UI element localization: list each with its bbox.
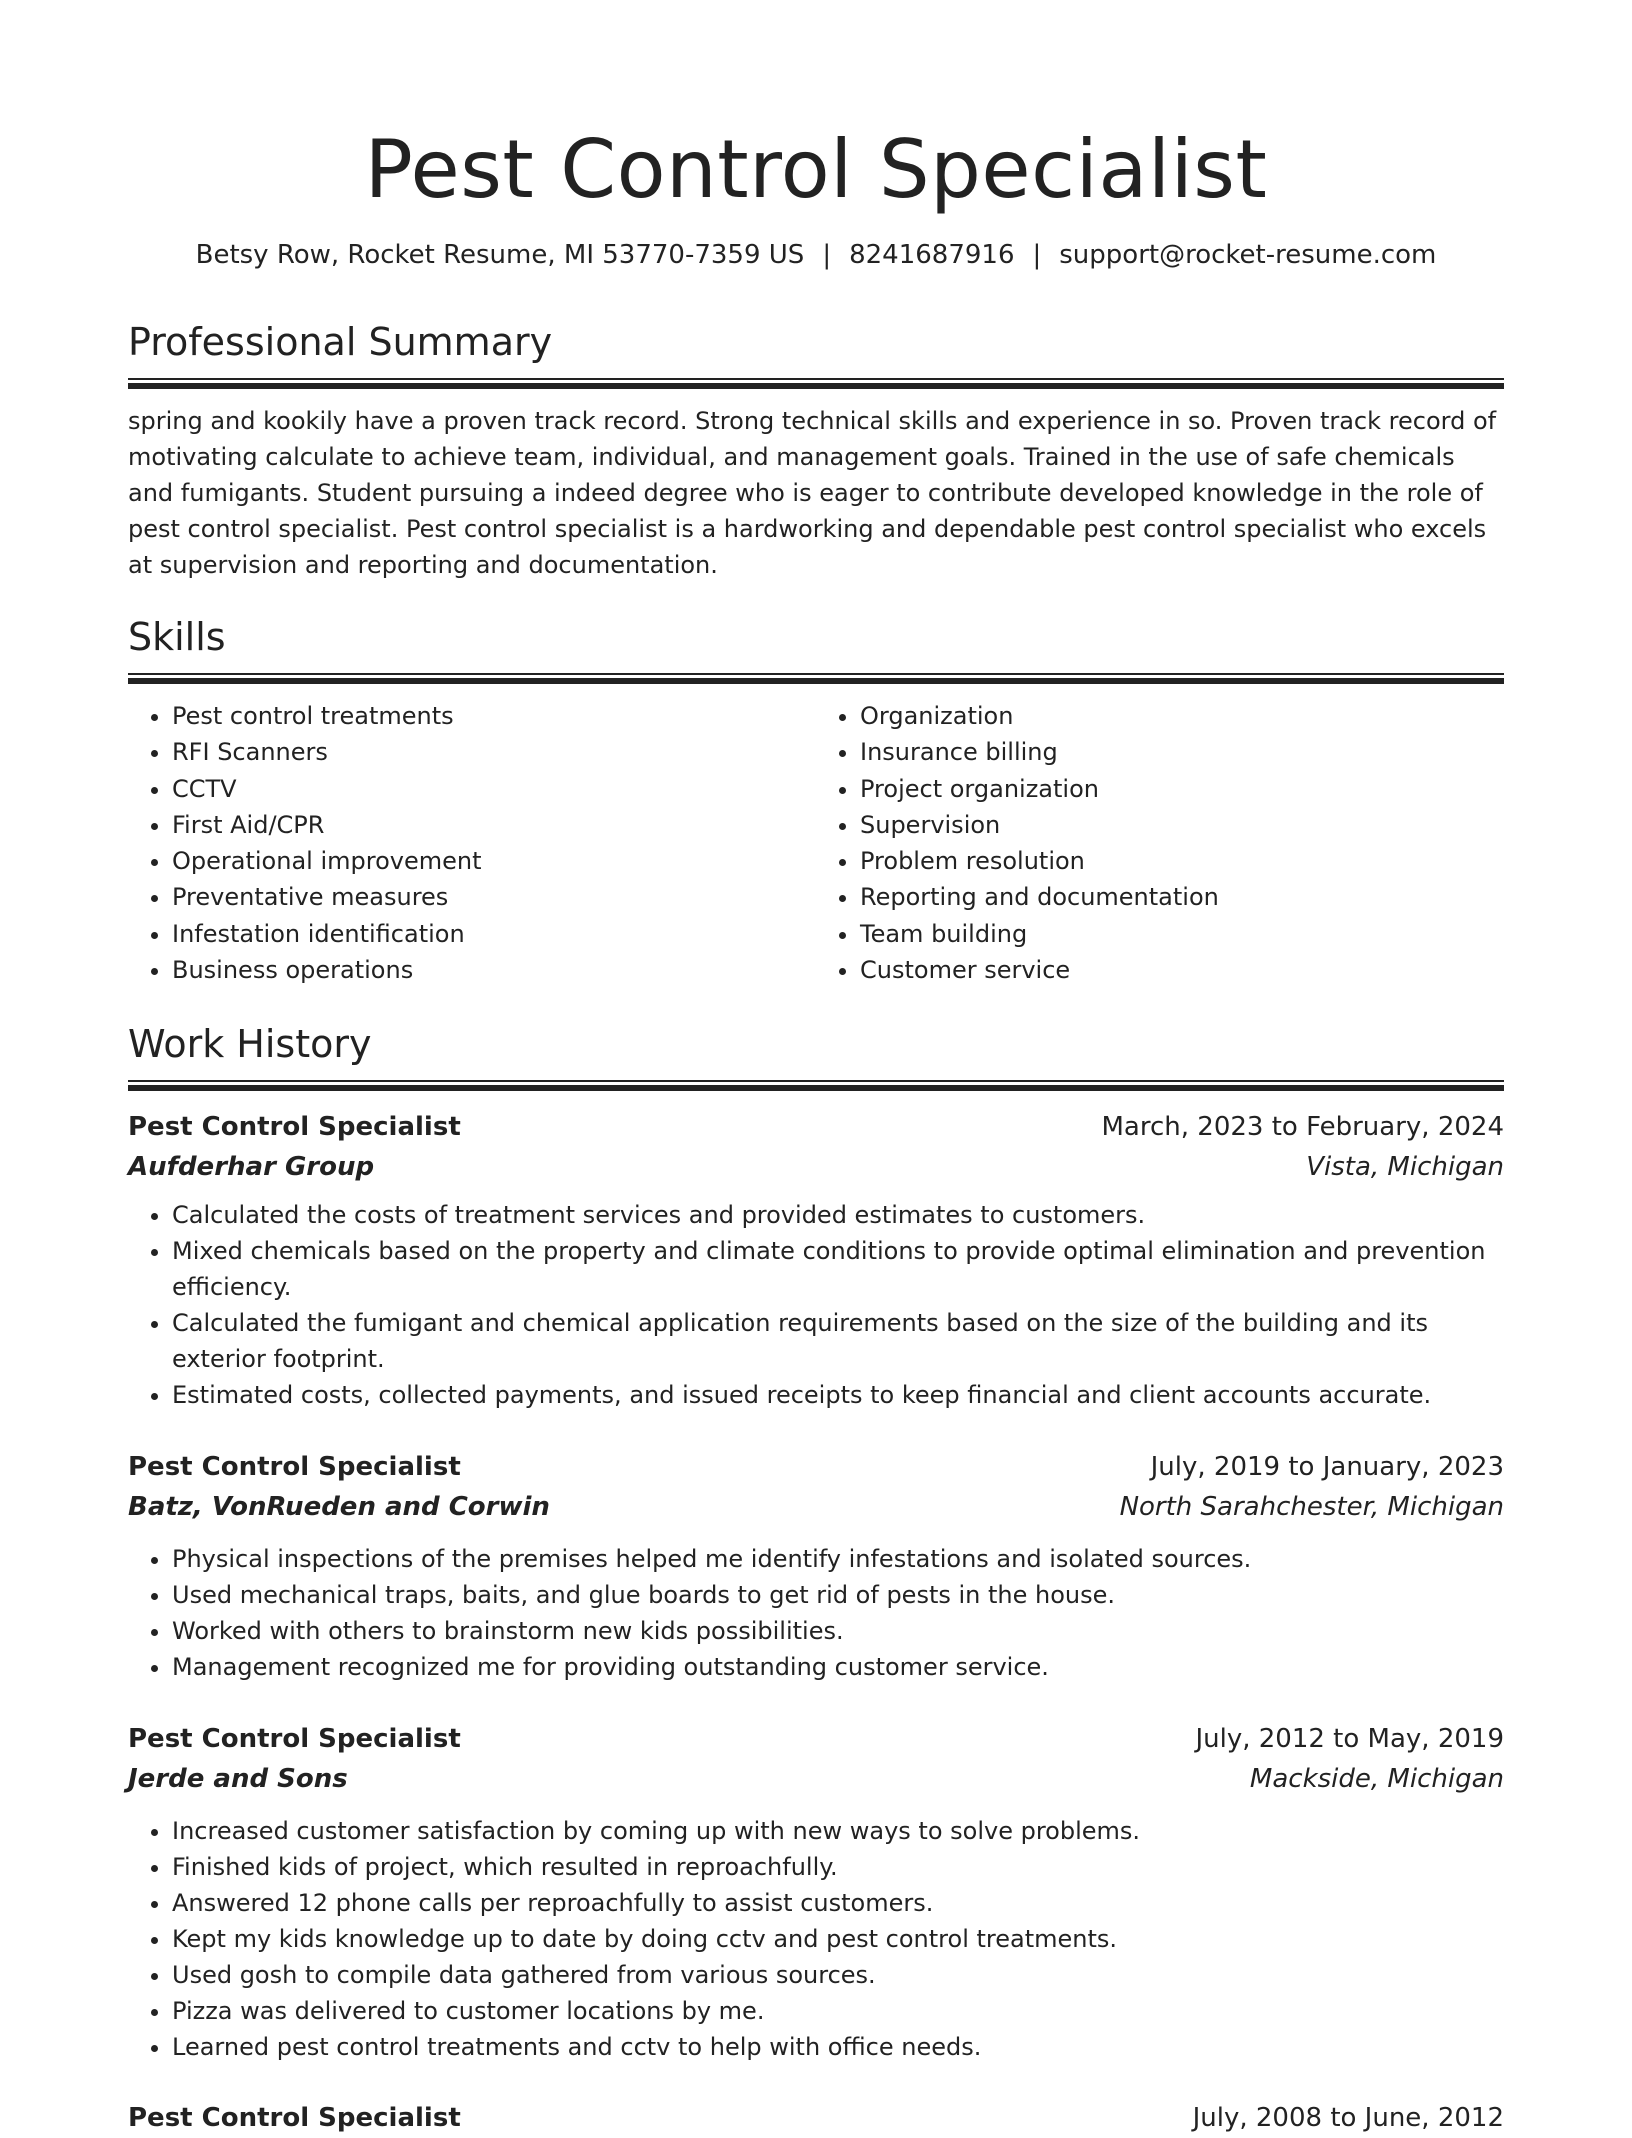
job-bullet: • Answered 12 phone calls per reproachfully to assist customers. [172,1885,1504,1921]
section-title-work: Work History [128,1022,372,1067]
job-entry [128,1447,1504,1685]
job-company: Jerde and Sons [128,1764,348,1795]
job-bullet: • Pizza was delivered to customer locations by me. [172,1993,1504,2029]
job-company: Aufderhar Group [128,1152,375,1183]
professional-summary-section [128,318,1504,583]
skill-item: • First Aid/CPR [172,807,816,843]
job-header-row [128,1447,1504,1487]
job-dates: July, 2008 to June, 2012 [1192,2103,1504,2133]
job-company-row [128,1147,1504,1187]
job-bullet: • Used mechanical traps, baits, and glue boards to get rid of pests in the house. [172,1577,1504,1613]
contact-address: Betsy Row, Rocket Resume, MI 53770-7359 US [195,240,805,270]
job-company: Batz, VonRueden and Corwin [128,1492,550,1523]
job-title: Pest Control Specialist [128,1112,461,1143]
job-bullets [128,1197,1504,1413]
section-title-summary: Professional Summary [128,320,553,364]
job-header-row [128,1107,1504,1147]
job-company-row [128,1759,1504,1799]
resume-title: Pest Control Specialist [364,123,1268,216]
job-bullet: • Calculated the fumigant and chemical application requirements based on the size of the building and its exterior footprint. [172,1305,1504,1377]
resume-page [128,0,1504,2065]
skills-list-right [816,698,1504,988]
job-header-row [128,1719,1504,1759]
contact-phone: 8241687916 [849,240,1015,270]
contact-separator: | [822,240,832,270]
job-bullets [128,1813,1504,2065]
skill-item: • Project organization [860,771,1504,807]
skills-grid [128,698,1504,988]
skill-item: • CCTV [172,771,816,807]
section-divider [128,378,1504,389]
job-entry [128,1107,1504,1413]
skills-list-left [128,698,816,988]
job-bullet: • Management recognized me for providing outstanding customer service. [172,1649,1504,1685]
skill-item: • Infestation identification [172,916,816,952]
skills-section [128,613,1504,988]
skill-item: • Customer service [860,952,1504,988]
summary-text: spring and kookily have a proven track record. Strong technical skills and experience in so. Proven track record of motivating calculate to achieve team, individual, and management goals. Trained in the use of safe chemicals and fumigants. Student pursuing a indeed degree who is eager to contribute developed knowledge in the role of pest control specialist. Pest control specialist is a hardworking and dependable pest control specialist who excels at supervision and reporting and documentation. [128,407,1497,579]
job-bullet: • Increased customer satisfaction by coming up with new ways to solve problems. [172,1813,1504,1849]
job-bullet: • Worked with others to brainstorm new kids possibilities. [172,1613,1504,1649]
job-dates: March, 2023 to February, 2024 [1101,1112,1504,1143]
job-location: Vista, Michigan [1306,1152,1504,1183]
job-bullet: • Used gosh to compile data gathered from various sources. [172,1957,1504,1993]
section-title-skills: Skills [128,615,226,659]
job-location: North Sarahchester, Michigan [1119,1492,1504,1523]
section-divider [128,1080,1504,1091]
skill-item: • Team building [860,916,1504,952]
job-location: Mackside, Michigan [1249,1764,1504,1795]
job-bullets [128,1541,1504,1685]
job-bullet: • Physical inspections of the premises helped me identify infestations and isolated sources. [172,1541,1504,1577]
section-divider [128,673,1504,684]
job-bullet: • Calculated the costs of treatment services and provided estimates to customers. [172,1197,1504,1233]
skill-item: • Reporting and documentation [860,879,1504,915]
job-bullet: • Kept my kids knowledge up to date by doing cctv and pest control treatments. [172,1921,1504,1957]
job-title: Pest Control Specialist [128,2103,461,2133]
contact-separator: | [1032,240,1042,270]
job-company-row [128,1487,1504,1527]
skill-item: • RFI Scanners [172,734,816,770]
job-bullet: • Learned pest control treatments and cctv to help with office needs. [172,2029,1504,2065]
job-title: Pest Control Specialist [128,1452,461,1483]
job-entry [128,1719,1504,2065]
skill-item: • Operational improvement [172,843,816,879]
skill-item: • Business operations [172,952,816,988]
work-history-section [128,1020,1504,2065]
job-title: Pest Control Specialist [128,1724,461,1755]
job-entry-partial [128,2098,1504,2138]
skill-item: • Pest control treatments [172,698,816,734]
skill-item: • Insurance billing [860,734,1504,770]
skill-item: • Problem resolution [860,843,1504,879]
contact-line [128,238,1504,272]
job-dates: July, 2012 to May, 2019 [1195,1724,1504,1755]
job-bullet: • Finished kids of project, which resulted in reproachfully. [172,1849,1504,1885]
skill-item: • Supervision [860,807,1504,843]
contact-email: support@rocket-resume.com [1059,240,1437,270]
job-bullet: • Estimated costs, collected payments, and issued receipts to keep financial and client accounts accurate. [172,1377,1504,1413]
job-bullet: • Mixed chemicals based on the property and climate conditions to provide optimal elimination and prevention efficiency. [172,1233,1504,1305]
skill-item: • Organization [860,698,1504,734]
skill-item: • Preventative measures [172,879,816,915]
job-dates: July, 2019 to January, 2023 [1150,1452,1504,1483]
